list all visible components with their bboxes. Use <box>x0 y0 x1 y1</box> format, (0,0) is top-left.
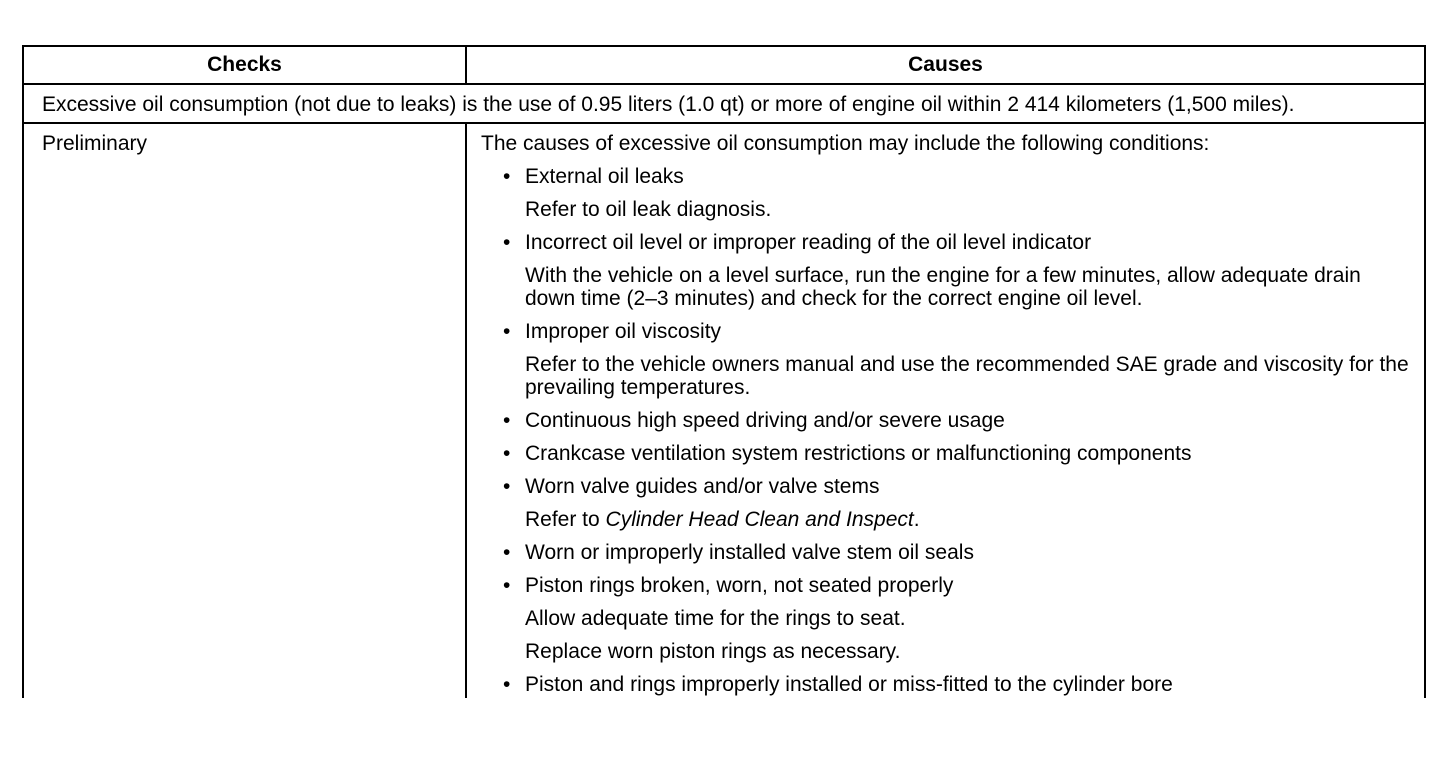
intro-text: Excessive oil consumption (not due to leaks) is the use of 0.95 liters (1.0 qt) or more of engine oil within 2 414 kilometers (1,500 miles). <box>24 84 1424 123</box>
causes-cell <box>466 123 1424 698</box>
bullet-icon: • <box>503 442 511 465</box>
bullet-icon: • <box>503 475 511 498</box>
cause-title: Piston rings broken, worn, not seated properly <box>525 574 954 597</box>
header-causes: Causes <box>466 47 1424 84</box>
cause-item <box>503 574 1414 663</box>
cause-note: Refer to the vehicle owners manual and use the recommended SAE grade and viscosity for the prevailing temperatures. <box>525 353 1409 399</box>
bullet-icon: • <box>503 320 511 343</box>
header-row <box>24 47 1424 84</box>
cause-note: Replace worn piston rings as necessary. <box>525 640 901 663</box>
bullet-icon: • <box>503 231 511 254</box>
header-checks: Checks <box>24 47 466 84</box>
cause-note: With the vehicle on a level surface, run the engine for a few minutes, allow adequate drain down time (2–3 minutes) and check for the correct engine oil level. <box>525 264 1361 310</box>
cause-title: Worn or improperly installed valve stem oil seals <box>525 541 974 564</box>
diagnostic-table-container <box>22 45 1426 698</box>
reference-suffix: . <box>913 508 920 531</box>
cause-title: Piston and rings improperly installed or miss-fitted to the cylinder bore <box>525 673 1173 696</box>
reference-prefix: Refer to <box>525 508 606 531</box>
bullet-icon: • <box>503 574 511 597</box>
cause-title: Continuous high speed driving and/or severe usage <box>525 409 1005 432</box>
bullet-icon: • <box>503 165 511 188</box>
cause-item <box>503 475 1414 531</box>
bullet-icon: • <box>503 673 511 696</box>
cause-item <box>503 320 1414 399</box>
intro-row <box>24 84 1424 123</box>
bullet-icon: • <box>503 541 511 564</box>
cause-reference <box>525 508 1414 531</box>
cause-list <box>481 165 1414 696</box>
cause-title: Incorrect oil level or improper reading of the oil level indicator <box>525 231 1092 254</box>
cause-item <box>503 541 1414 564</box>
cause-item <box>503 673 1414 696</box>
cause-item <box>503 442 1414 465</box>
reference-link-text: Cylinder Head Clean and Inspect <box>605 508 914 531</box>
cause-title: Crankcase ventilation system restrictions or malfunctioning components <box>525 442 1192 465</box>
oil-consumption-table <box>24 47 1424 698</box>
cause-title: Worn valve guides and/or valve stems <box>525 475 880 498</box>
preliminary-row <box>24 123 1424 698</box>
cause-title: External oil leaks <box>525 165 684 188</box>
check-cell-preliminary: Preliminary <box>24 123 466 698</box>
cause-note: Allow adequate time for the rings to seat. <box>525 607 906 630</box>
cause-item <box>503 231 1414 310</box>
bullet-icon: • <box>503 409 511 432</box>
cause-note: Refer to oil leak diagnosis. <box>525 198 772 221</box>
cause-item <box>503 165 1414 221</box>
cause-title: Improper oil viscosity <box>525 320 722 343</box>
cause-item <box>503 409 1414 432</box>
causes-lead: The causes of excessive oil consumption may include the following conditions: <box>481 132 1210 155</box>
